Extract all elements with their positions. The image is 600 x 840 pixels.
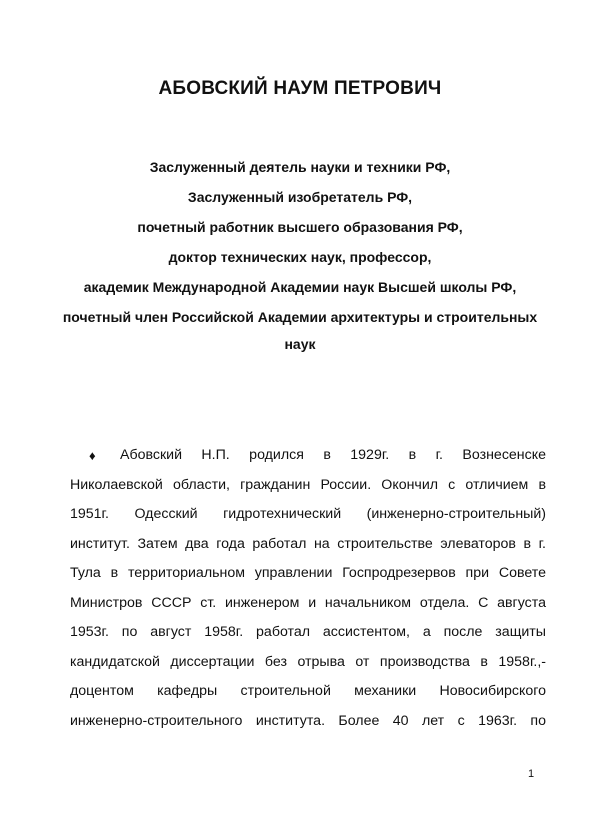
paragraph-line: Абовский Н.П. родился в 1929г. в г. Вознесенске bbox=[120, 447, 546, 463]
honorary-title-line: Заслуженный изобретатель РФ, bbox=[187, 189, 413, 205]
page-title: АБОВСКИЙ НАУМ ПЕТРОВИЧ bbox=[158, 78, 442, 99]
paragraph-line: институт. Затем два года работал на строительстве элеваторов в г. bbox=[70, 535, 546, 552]
diamond-bullet-icon: ♦ bbox=[89, 448, 96, 463]
page-number: 1 bbox=[528, 768, 535, 780]
honorary-title-line: наук bbox=[284, 336, 316, 352]
paragraph-line: кандидатской диссертации без отрыва от производства в 1958г.,- bbox=[70, 653, 546, 670]
honorary-title-line: почетный член Российской Академии архитектуры и строительных bbox=[62, 309, 538, 325]
paragraph-line: инженерно-строительного института. Более 40 лет с 1963г. по bbox=[70, 712, 546, 729]
honorary-titles-list bbox=[40, 152, 560, 357]
biography-paragraph bbox=[70, 441, 546, 736]
honorary-title-line: академик Международной Академии наук Высшей школы РФ, bbox=[83, 279, 517, 295]
paragraph-line: Николаевской области, гражданин России. Окончил с отличием в bbox=[70, 476, 546, 493]
paragraph-line: Тула в территориальном управлении Госпродрезервов при Совете bbox=[70, 565, 546, 581]
paragraph-line: Министров СССР ст. инженером и начальником отдела. С августа bbox=[70, 594, 546, 611]
paragraph-line: 1951г. Одесский гидротехнический (инженерно-строительный) bbox=[70, 506, 546, 522]
paragraph-line: доцентом кафедры строительной механики Новосибирского bbox=[70, 683, 546, 699]
honorary-title-line: Заслуженный деятель науки и техники РФ, bbox=[149, 159, 451, 175]
honorary-title-line: доктор технических наук, профессор, bbox=[168, 249, 432, 265]
paragraph-line: 1953г. по август 1958г. работал ассистентом, а после защиты bbox=[70, 624, 546, 640]
honorary-title-line: почетный работник высшего образования РФ, bbox=[137, 219, 463, 235]
